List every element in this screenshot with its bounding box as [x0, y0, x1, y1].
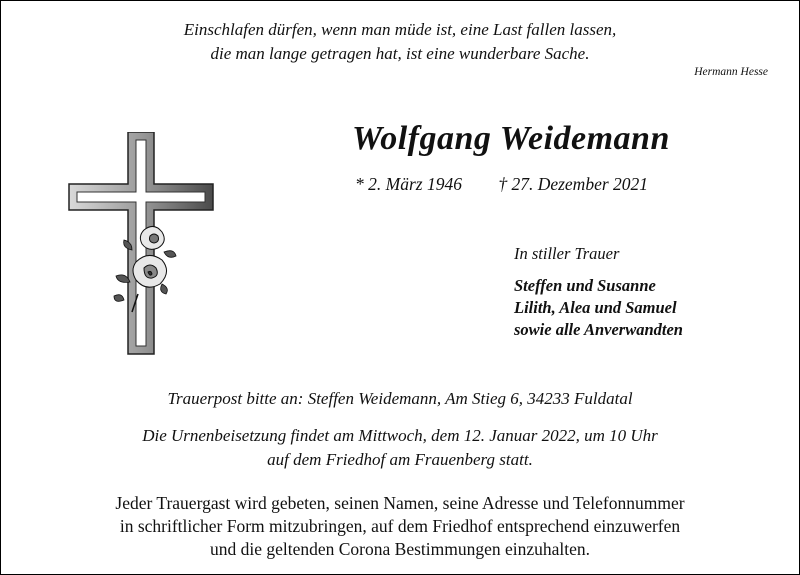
mourners-list: [514, 275, 683, 341]
corona-note: [0, 492, 800, 561]
burial-info: [0, 424, 800, 472]
mourner-line: sowie alle Anverwandten: [514, 320, 683, 339]
hesse-quote: [0, 18, 800, 66]
life-dates: [355, 174, 648, 195]
cross-with-rose-icon: [66, 132, 216, 356]
quote-line-2: die man lange getragen hat, ist eine wunderbare Sache.: [210, 44, 590, 63]
burial-info-line-2: auf dem Friedhof am Frauenberg statt.: [267, 450, 533, 469]
mourner-line: Steffen und Susanne: [514, 276, 656, 295]
quote-author: Hermann Hesse: [694, 66, 768, 78]
corona-note-line-1: Jeder Trauergast wird gebeten, seinen Namen, seine Adresse und Telefonnummer: [115, 493, 685, 513]
mourner-line: Lilith, Alea und Samuel: [514, 298, 677, 317]
corona-note-line-3: und die geltenden Corona Bestimmungen einzuhalten.: [209, 539, 591, 559]
burial-info-line-1: Die Urnenbeisetzung findet am Mittwoch, dem 12. Januar 2022, um 10 Uhr: [142, 426, 658, 445]
mourning-intro: In stiller Trauer: [514, 244, 620, 263]
quote-line-1: Einschlafen dürfen, wenn man müde ist, eine Last fallen lassen,: [183, 20, 617, 39]
condolence-address: Trauerpost bitte an: Steffen Weidemann, Am Stieg 6, 34233 Fuldatal: [167, 389, 633, 408]
death-date: † 27. Dezember 2021: [498, 174, 649, 194]
birth-date: * 2. März 1946: [355, 174, 462, 194]
corona-note-line-2: in schriftlicher Form mitzubringen, auf dem Friedhof entsprechend einzuwerfen: [119, 516, 681, 536]
deceased-name: Wolfgang Weidemann: [352, 120, 670, 157]
